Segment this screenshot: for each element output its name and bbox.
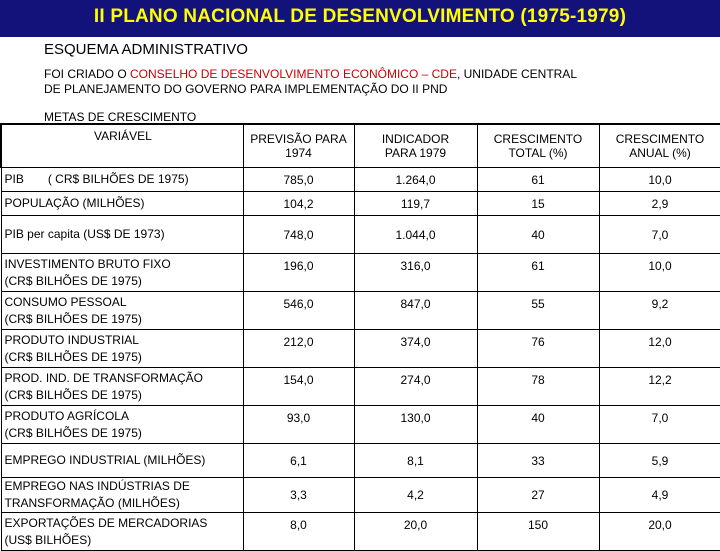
row-label: EMPREGO INDUSTRIAL (MILHÕES) [1,444,243,478]
cell-anual: 4,9 [599,478,720,513]
cell-anual: 12,0 [599,330,720,368]
row-label: EMPREGO NAS INDÚSTRIAS DE TRANSFORMAÇÃO (MILHÕES) [1,478,243,513]
cell-previsao: 104,2 [243,192,354,216]
description-highlight: CONSELHO DE DESENVOLVIMENTO ECONÔMICO – CDE [130,67,457,81]
row-label: EXPORTAÇÕES DE MERCADORIAS (US$ BILHÕES) [1,513,243,551]
page-subtitle: ESQUEMA ADMINISTRATIVO [44,41,248,58]
table-row [1,168,720,192]
cell-total: 150 [477,513,599,551]
cell-total: 15 [477,192,599,216]
cell-anual: 10,0 [599,254,720,292]
cell-total: 78 [477,368,599,406]
table-row [1,444,720,478]
cell-total: 27 [477,478,599,513]
page-title: II PLANO NACIONAL DE DESENVOLVIMENTO (1975-1979) [93,5,627,27]
cell-previsao: 212,0 [243,330,354,368]
header-crescimento-anual: CRESCIMENTO ANUAL (%) [599,124,720,168]
cell-total: 40 [477,406,599,444]
cell-total: 61 [477,254,599,292]
table-row [1,330,720,368]
cell-total: 40 [477,216,599,254]
table-row [1,192,720,216]
cell-indicador: 4,2 [354,478,477,513]
row-label: PRODUTO INDUSTRIAL (CR$ BILHÕES DE 1975) [1,330,243,368]
growth-targets-table [0,123,720,551]
cell-previsao: 8,0 [243,513,354,551]
cell-anual: 10,0 [599,168,720,192]
row-label: PRODUTO AGRÍCOLA (CR$ BILHÕES DE 1975) [1,406,243,444]
row-label: PROD. IND. DE TRANSFORMAÇÃO (CR$ BILHÕES DE 1975) [1,368,243,406]
cell-anual: 2,9 [599,192,720,216]
cell-total: 33 [477,444,599,478]
cell-indicador: 8,1 [354,444,477,478]
cell-anual: 7,0 [599,216,720,254]
cell-anual: 5,9 [599,444,720,478]
cell-previsao: 3,3 [243,478,354,513]
cell-indicador: 1.044,0 [354,216,477,254]
cell-previsao: 93,0 [243,406,354,444]
table-row [1,254,720,292]
cell-anual: 20,0 [599,513,720,551]
header-indicador: INDICADOR PARA 1979 [354,124,477,168]
table-row [1,292,720,330]
cell-previsao: 748,0 [243,216,354,254]
header-crescimento-total: CRESCIMENTO TOTAL (%) [477,124,599,168]
cell-total: 55 [477,292,599,330]
table-row [1,478,720,513]
row-label: CONSUMO PESSOAL (CR$ BILHÕES DE 1975) [1,292,243,330]
title-bar [0,0,720,37]
cell-indicador: 374,0 [354,330,477,368]
cell-previsao: 785,0 [243,168,354,192]
table-header-row [1,124,720,168]
table-row [1,513,720,551]
table-row [1,368,720,406]
description-part2: , UNIDADE CENTRAL [456,67,577,81]
cell-total: 61 [477,168,599,192]
cell-previsao: 546,0 [243,292,354,330]
header-previsao: PREVISÃO PARA 1974 [243,124,354,168]
cell-previsao: 154,0 [243,368,354,406]
cell-previsao: 196,0 [243,254,354,292]
metas-label: METAS DE CRESCIMENTO [44,110,197,124]
cell-anual: 12,2 [599,368,720,406]
description [44,67,577,97]
cell-anual: 9,2 [599,292,720,330]
cell-indicador: 847,0 [354,292,477,330]
row-label: INVESTIMENTO BRUTO FIXO (CR$ BILHÕES DE 1975) [1,254,243,292]
cell-indicador: 274,0 [354,368,477,406]
row-label: PIB per capita (US$ DE 1973) [1,216,243,254]
header-variavel: VARIÁVEL [1,124,243,168]
cell-previsao: 6,1 [243,444,354,478]
cell-indicador: 1.264,0 [354,168,477,192]
row-label: PIB ( CR$ BILHÕES DE 1975) [1,168,243,192]
description-part1: FOI CRIADO O [44,67,131,81]
row-label: POPULAÇÃO (MILHÕES) [1,192,243,216]
table-row [1,216,720,254]
cell-indicador: 316,0 [354,254,477,292]
table-row [1,406,720,444]
cell-total: 76 [477,330,599,368]
cell-indicador: 130,0 [354,406,477,444]
cell-indicador: 20,0 [354,513,477,551]
cell-indicador: 119,7 [354,192,477,216]
description-line2: DE PLANEJAMENTO DO GOVERNO PARA IMPLEMENTAÇÃO DO II PND [44,82,448,96]
cell-anual: 7,0 [599,406,720,444]
